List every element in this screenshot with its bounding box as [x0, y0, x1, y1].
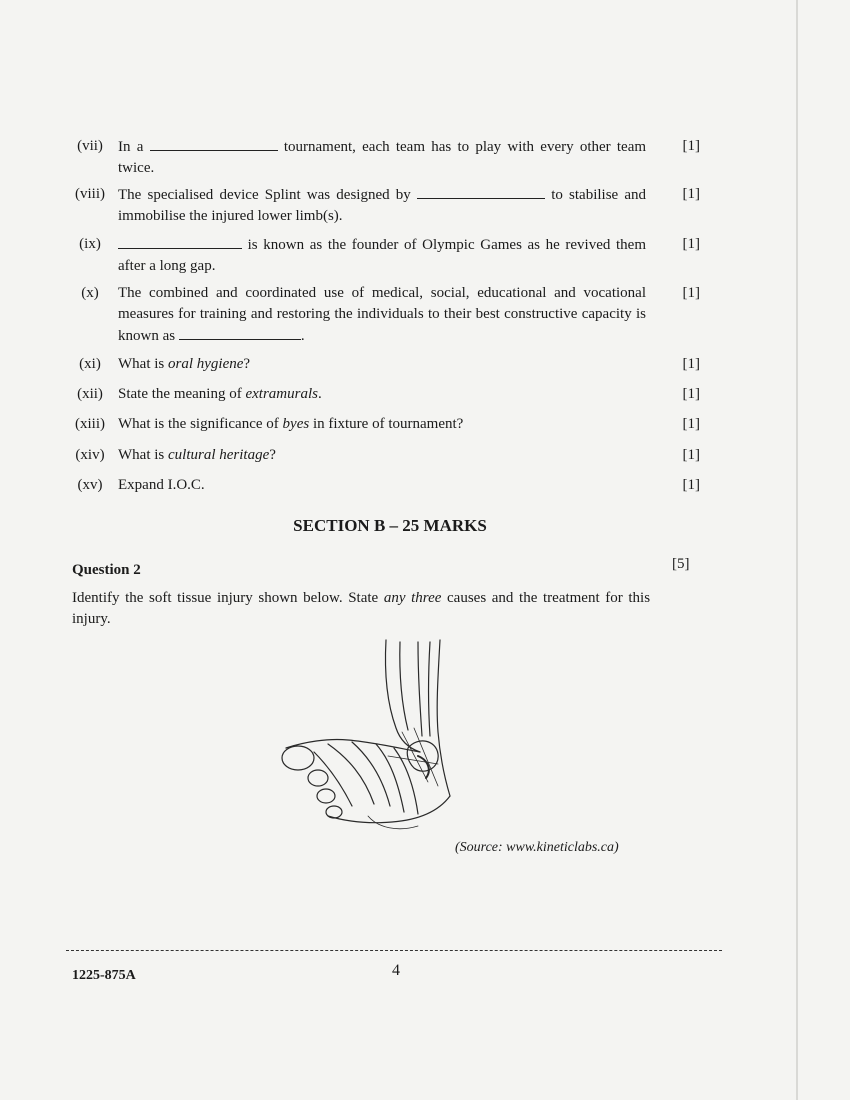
answer-blank — [150, 136, 278, 151]
question-text: What is cultural heritage? — [118, 447, 276, 463]
lower-leg-back — [437, 640, 450, 796]
page-edge-shadow — [796, 0, 798, 1100]
question-text: What is oral hygiene? — [118, 356, 251, 372]
toe-4 — [326, 806, 342, 818]
section-title: SECTION B – 25 MARKS — [293, 516, 487, 535]
answer-blank — [118, 234, 242, 249]
question-number: (xii) — [77, 386, 103, 402]
toe-3 — [317, 789, 335, 803]
question-2-marks: [5] — [672, 556, 690, 572]
lower-leg-outline — [385, 640, 420, 752]
image-source-credit: (Source: www.kineticlabs.ca) — [455, 840, 619, 855]
ankle-bone — [407, 741, 438, 771]
question-number: (vii) — [77, 138, 103, 154]
marks-label: [1] — [682, 285, 700, 301]
question-number: (xv) — [77, 477, 103, 493]
page-number: 4 — [392, 962, 400, 979]
answer-blank — [179, 325, 301, 340]
question-text: is known as the founder of Olympic Games as he revived them after a long gap. — [118, 234, 646, 277]
foot-sole — [328, 796, 450, 823]
question-number: (xiv) — [75, 447, 105, 463]
marks-label: [1] — [682, 236, 700, 252]
marks-label: [1] — [682, 416, 700, 432]
question-text: In a tournament, each team has to play with every other team twice. — [118, 136, 646, 179]
marks-label: [1] — [682, 138, 700, 154]
marks-label: [1] — [682, 356, 700, 372]
marks-label: [1] — [682, 447, 700, 463]
question-text: State the meaning of extramurals. — [118, 386, 322, 402]
marks-label: [1] — [682, 386, 700, 402]
foot-top — [286, 739, 420, 752]
marks-label: [1] — [682, 186, 700, 202]
answer-blank — [417, 184, 545, 199]
question-number: (xi) — [79, 356, 101, 372]
paper-code: 1225-875A — [72, 968, 136, 983]
foot-ankle-illustration — [268, 636, 468, 836]
question-number: (viii) — [75, 186, 105, 202]
question-number: (xiii) — [75, 416, 105, 432]
question-text: Expand I.O.C. — [118, 477, 205, 493]
marks-label: [1] — [682, 477, 700, 493]
question-2-text: Identify the soft tissue injury shown below. State any three causes and the treatment for this injury. — [72, 590, 651, 627]
question-text: What is the significance of byes in fixture of tournament? — [118, 416, 464, 432]
toe-big — [282, 746, 314, 770]
toe-2 — [308, 770, 328, 786]
question-text: The combined and coordinated use of medical, social, educational and vocational measures for training and restoring the individuals to their best constructive capacity is known as . — [118, 285, 646, 344]
question-2-heading: Question 2 — [72, 562, 141, 578]
question-number: (x) — [81, 285, 99, 301]
question-text: The specialised device Splint was designed by to stabilise and immobilise the injured lower limb(s). — [118, 184, 646, 227]
question-number: (ix) — [79, 236, 101, 252]
footer-divider — [66, 950, 722, 951]
